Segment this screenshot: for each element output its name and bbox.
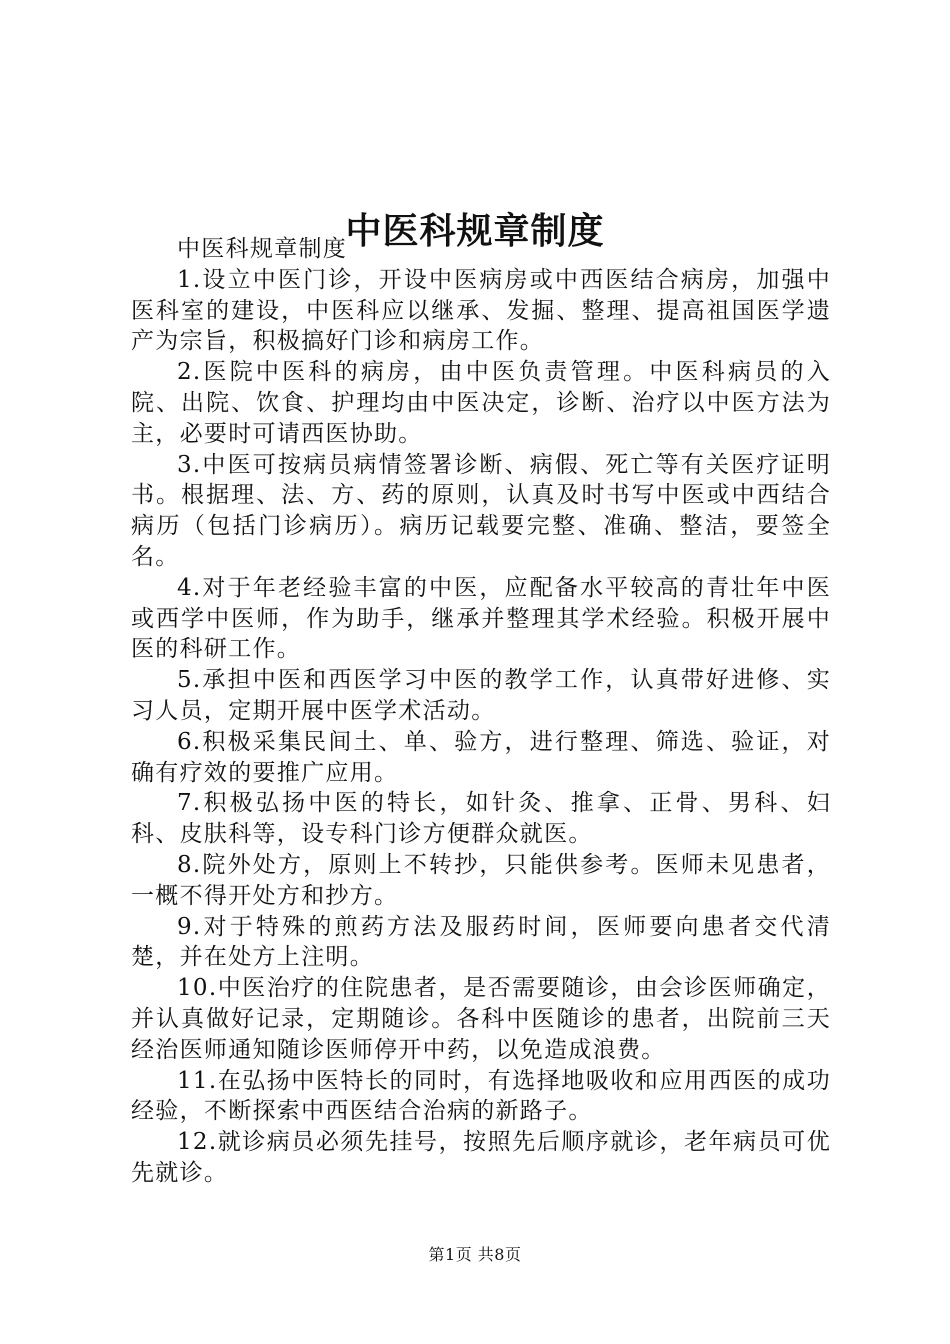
rule-item-3: 3.中医可按病员病情签署诊断、病假、死亡等有关医疗证明书。根据理、法、方、药的原则，认真及时书写中医或中西结合病历（包括门诊病历）。病历记载要完整、准确、整洁，要签全名。 — [131, 451, 831, 570]
rule-item-7: 7.积极弘扬中医的特长，如针灸、推拿、正骨、男科、妇科、皮肤科等，设专科门诊方便群众就医。 — [131, 790, 831, 848]
rule-item-1: 1.设立中医门诊，开设中医病房或中西医结合病房，加强中医科室的建设，中医科应以继承、发掘、整理、提高祖国医学遗产为宗旨，积极搞好门诊和病房工作。 — [131, 266, 831, 355]
document-title: 中医科规章制度 — [345, 210, 605, 253]
rule-item-11: 11.在弘扬中医特长的同时，有选择地吸收和应用西医的成功经验，不断探索中西医结合治病的新路子。 — [131, 1067, 831, 1125]
rule-item-12: 12.就诊病员必须先挂号，按照先后顺序就诊，老年病员可优先就诊。 — [131, 1129, 831, 1186]
rule-item-8: 8.院外处方，原则上不转抄，只能供参考。医师未见患者，一概不得开处方和抄方。 — [131, 851, 831, 909]
rule-item-10: 10.中医治疗的住院患者，是否需要随诊，由会诊医师确定，并认真做好记录，定期随诊。各科中医随诊的患者，出院前三天经治医师通知随诊医师停开中药，以免造成浪费。 — [131, 975, 831, 1063]
rule-item-5: 5.承担中医和西医学习中医的教学工作，认真带好进修、实习人员，定期开展中医学术活动。 — [131, 667, 831, 724]
rule-item-9: 9.对于特殊的煎药方法及服药时间，医师要向患者交代清楚，并在处方上注明。 — [131, 913, 831, 971]
rule-item-6: 6.积极采集民间土、单、验方，进行整理、筛选、验证，对确有疗效的要推广应用。 — [131, 728, 831, 786]
body-heading: 中医科规章制度 — [177, 236, 348, 262]
page-number-footer: 第1页 共8页 — [428, 1245, 522, 1264]
rule-item-4: 4.对于年老经验丰富的中医，应配备水平较高的青壮年中医或西学中医师，作为助手，继承并整理其学术经验。积极开展中医的科研工作。 — [131, 574, 831, 663]
rule-item-2: 2.医院中医科的病房，由中医负责管理。中医科病员的入院、出院、饮食、护理均由中医决定，诊断、治疗以中医方法为主，必要时可请西医协助。 — [131, 359, 831, 447]
document-body — [131, 234, 831, 1189]
